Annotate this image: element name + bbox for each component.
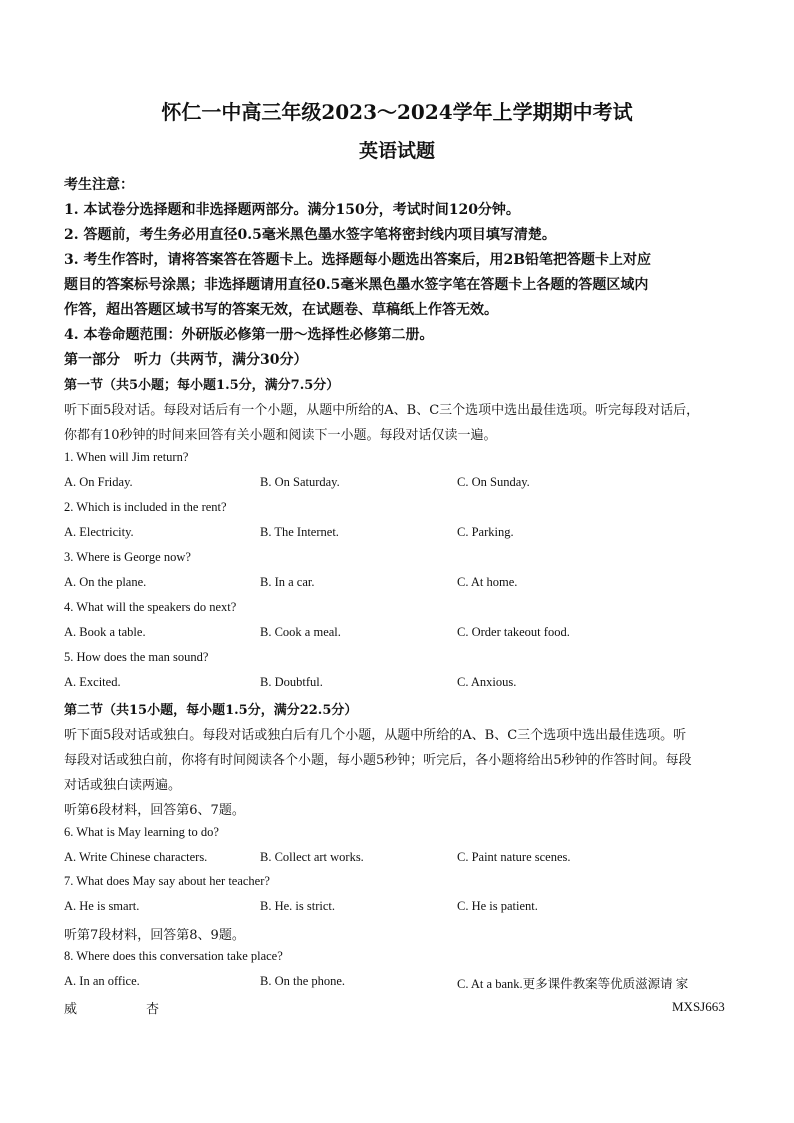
question-6-option-c: C. Paint nature scenes. bbox=[457, 850, 571, 864]
section2-instructions-line-2: 每段对话或独白前，你将有时间阅读各个小题，每小题5秒钟；听完后，各小题将给出5秒钟的作答时间。每段 bbox=[64, 753, 692, 768]
question-7-option-b: B. He. is strict. bbox=[260, 899, 335, 913]
question-2: 2. Which is included in the rent? bbox=[64, 500, 227, 514]
question-4-option-c: C. Order takeout food. bbox=[457, 625, 570, 639]
question-4-option-a: A. Book a table. bbox=[64, 625, 146, 639]
notice-item-2: 2. 答题前，考生务必用直径0.5毫米黑色墨水签字笔将密封线内项目填写清楚。 bbox=[64, 227, 556, 243]
question-8: 8. Where does this conversation take place? bbox=[64, 949, 283, 963]
section1-heading: 第一节（共5小题；每小题1.5分，满分7.5分） bbox=[64, 378, 340, 393]
question-7: 7. What does May say about her teacher? bbox=[64, 874, 270, 888]
question-3-option-a: A. On the plane. bbox=[64, 575, 147, 589]
question-8-option-b: B. On the phone. bbox=[260, 974, 346, 988]
question-8-option-a: A. In an office. bbox=[64, 974, 140, 988]
notice-item-3-line-2: 题目的答案标号涂黑；非选择题请用直径0.5毫米黑色墨水签字笔在答题卡上各题的答题区域内 bbox=[64, 277, 649, 293]
notice-heading: 考生注意： bbox=[64, 177, 134, 193]
question-4-option-b: B. Cook a meal. bbox=[260, 625, 341, 639]
question-1-option-c: C. On Sunday. bbox=[457, 475, 530, 489]
section1-instructions-line-2: 你都有10秒钟的时间来回答有关小题和阅读下一小题。每段对话仅读一遍。 bbox=[64, 428, 497, 443]
question-6-option-b: B. Collect art works. bbox=[260, 850, 364, 864]
section1-instructions-line-1: 听下面5段对话。每段对话后有一个小题，从题中所给的A、B、C三个选项中选出最佳选项。听完每段对话后， bbox=[64, 403, 700, 418]
question-2-option-b: B. The Internet. bbox=[260, 525, 339, 539]
section2-heading: 第二节（共15小题，每小题1.5分，满分22.5分） bbox=[64, 703, 358, 718]
question-3-option-c: C. At home. bbox=[457, 575, 518, 589]
question-7-option-a: A. He is smart. bbox=[64, 899, 140, 913]
question-1: 1. When will Jim return? bbox=[64, 450, 189, 464]
question-6: 6. What is May learning to do? bbox=[64, 825, 219, 839]
notice-item-3-line-1: 3. 考生作答时，请将答案答在答题卡上。选择题每小题选出答案后，用2B铅笔把答题卡上对应 bbox=[64, 252, 652, 268]
section2-instructions-line-1: 听下面5段对话或独白。每段对话或独白后有几个小题，从题中所给的A、B、C三个选项中选出最佳选项。听 bbox=[64, 728, 687, 743]
question-3: 3. Where is George now? bbox=[64, 550, 191, 564]
material-7-instruction: 听第7段材料，回答第8、9题。 bbox=[64, 928, 245, 943]
question-4: 4. What will the speakers do next? bbox=[64, 600, 237, 614]
question-2-option-c: C. Parking. bbox=[457, 525, 514, 539]
exam-subtitle: 英语试题 bbox=[358, 140, 435, 162]
part1-heading: 第一部分 听力（共两节，满分30分） bbox=[64, 352, 308, 368]
question-5-option-c: C. Anxious. bbox=[457, 675, 517, 689]
footer-code: MXSJ663 bbox=[672, 999, 725, 1014]
footer-char-middle: 杏 bbox=[146, 1002, 160, 1017]
notice-item-4: 4. 本卷命题范围：外研版必修第一册～选择性必修第二册。 bbox=[64, 327, 434, 343]
question-1-option-b: B. On Saturday. bbox=[260, 475, 340, 489]
material-6-instruction: 听第6段材料，回答第6、7题。 bbox=[64, 803, 245, 818]
notice-item-1: 1. 本试卷分选择题和非选择题两部分。满分150分，考试时间120分钟。 bbox=[64, 202, 520, 218]
question-3-option-b: B. In a car. bbox=[260, 575, 315, 589]
question-5-option-a: A. Excited. bbox=[64, 675, 121, 689]
section2-instructions-line-3: 对话或独白读两遍。 bbox=[64, 778, 182, 793]
question-5-option-b: B. Doubtful. bbox=[260, 675, 323, 689]
question-2-option-a: A. Electricity. bbox=[64, 525, 134, 539]
question-8-option-c: C. At a bank.更多课件教案等优质滋源请 家 bbox=[457, 977, 689, 991]
question-7-option-c: C. He is patient. bbox=[457, 899, 538, 913]
footer-char-left: 威 bbox=[64, 1002, 78, 1017]
question-1-option-a: A. On Friday. bbox=[64, 475, 133, 489]
exam-title: 怀仁一中高三年级2023～2024学年上学期期中考试 bbox=[161, 100, 633, 124]
notice-item-3-line-3: 作答，超出答题区域书写的答案无效，在试题卷、草稿纸上作答无效。 bbox=[64, 302, 498, 318]
question-6-option-a: A. Write Chinese characters. bbox=[64, 850, 208, 864]
question-5: 5. How does the man sound? bbox=[64, 650, 209, 664]
